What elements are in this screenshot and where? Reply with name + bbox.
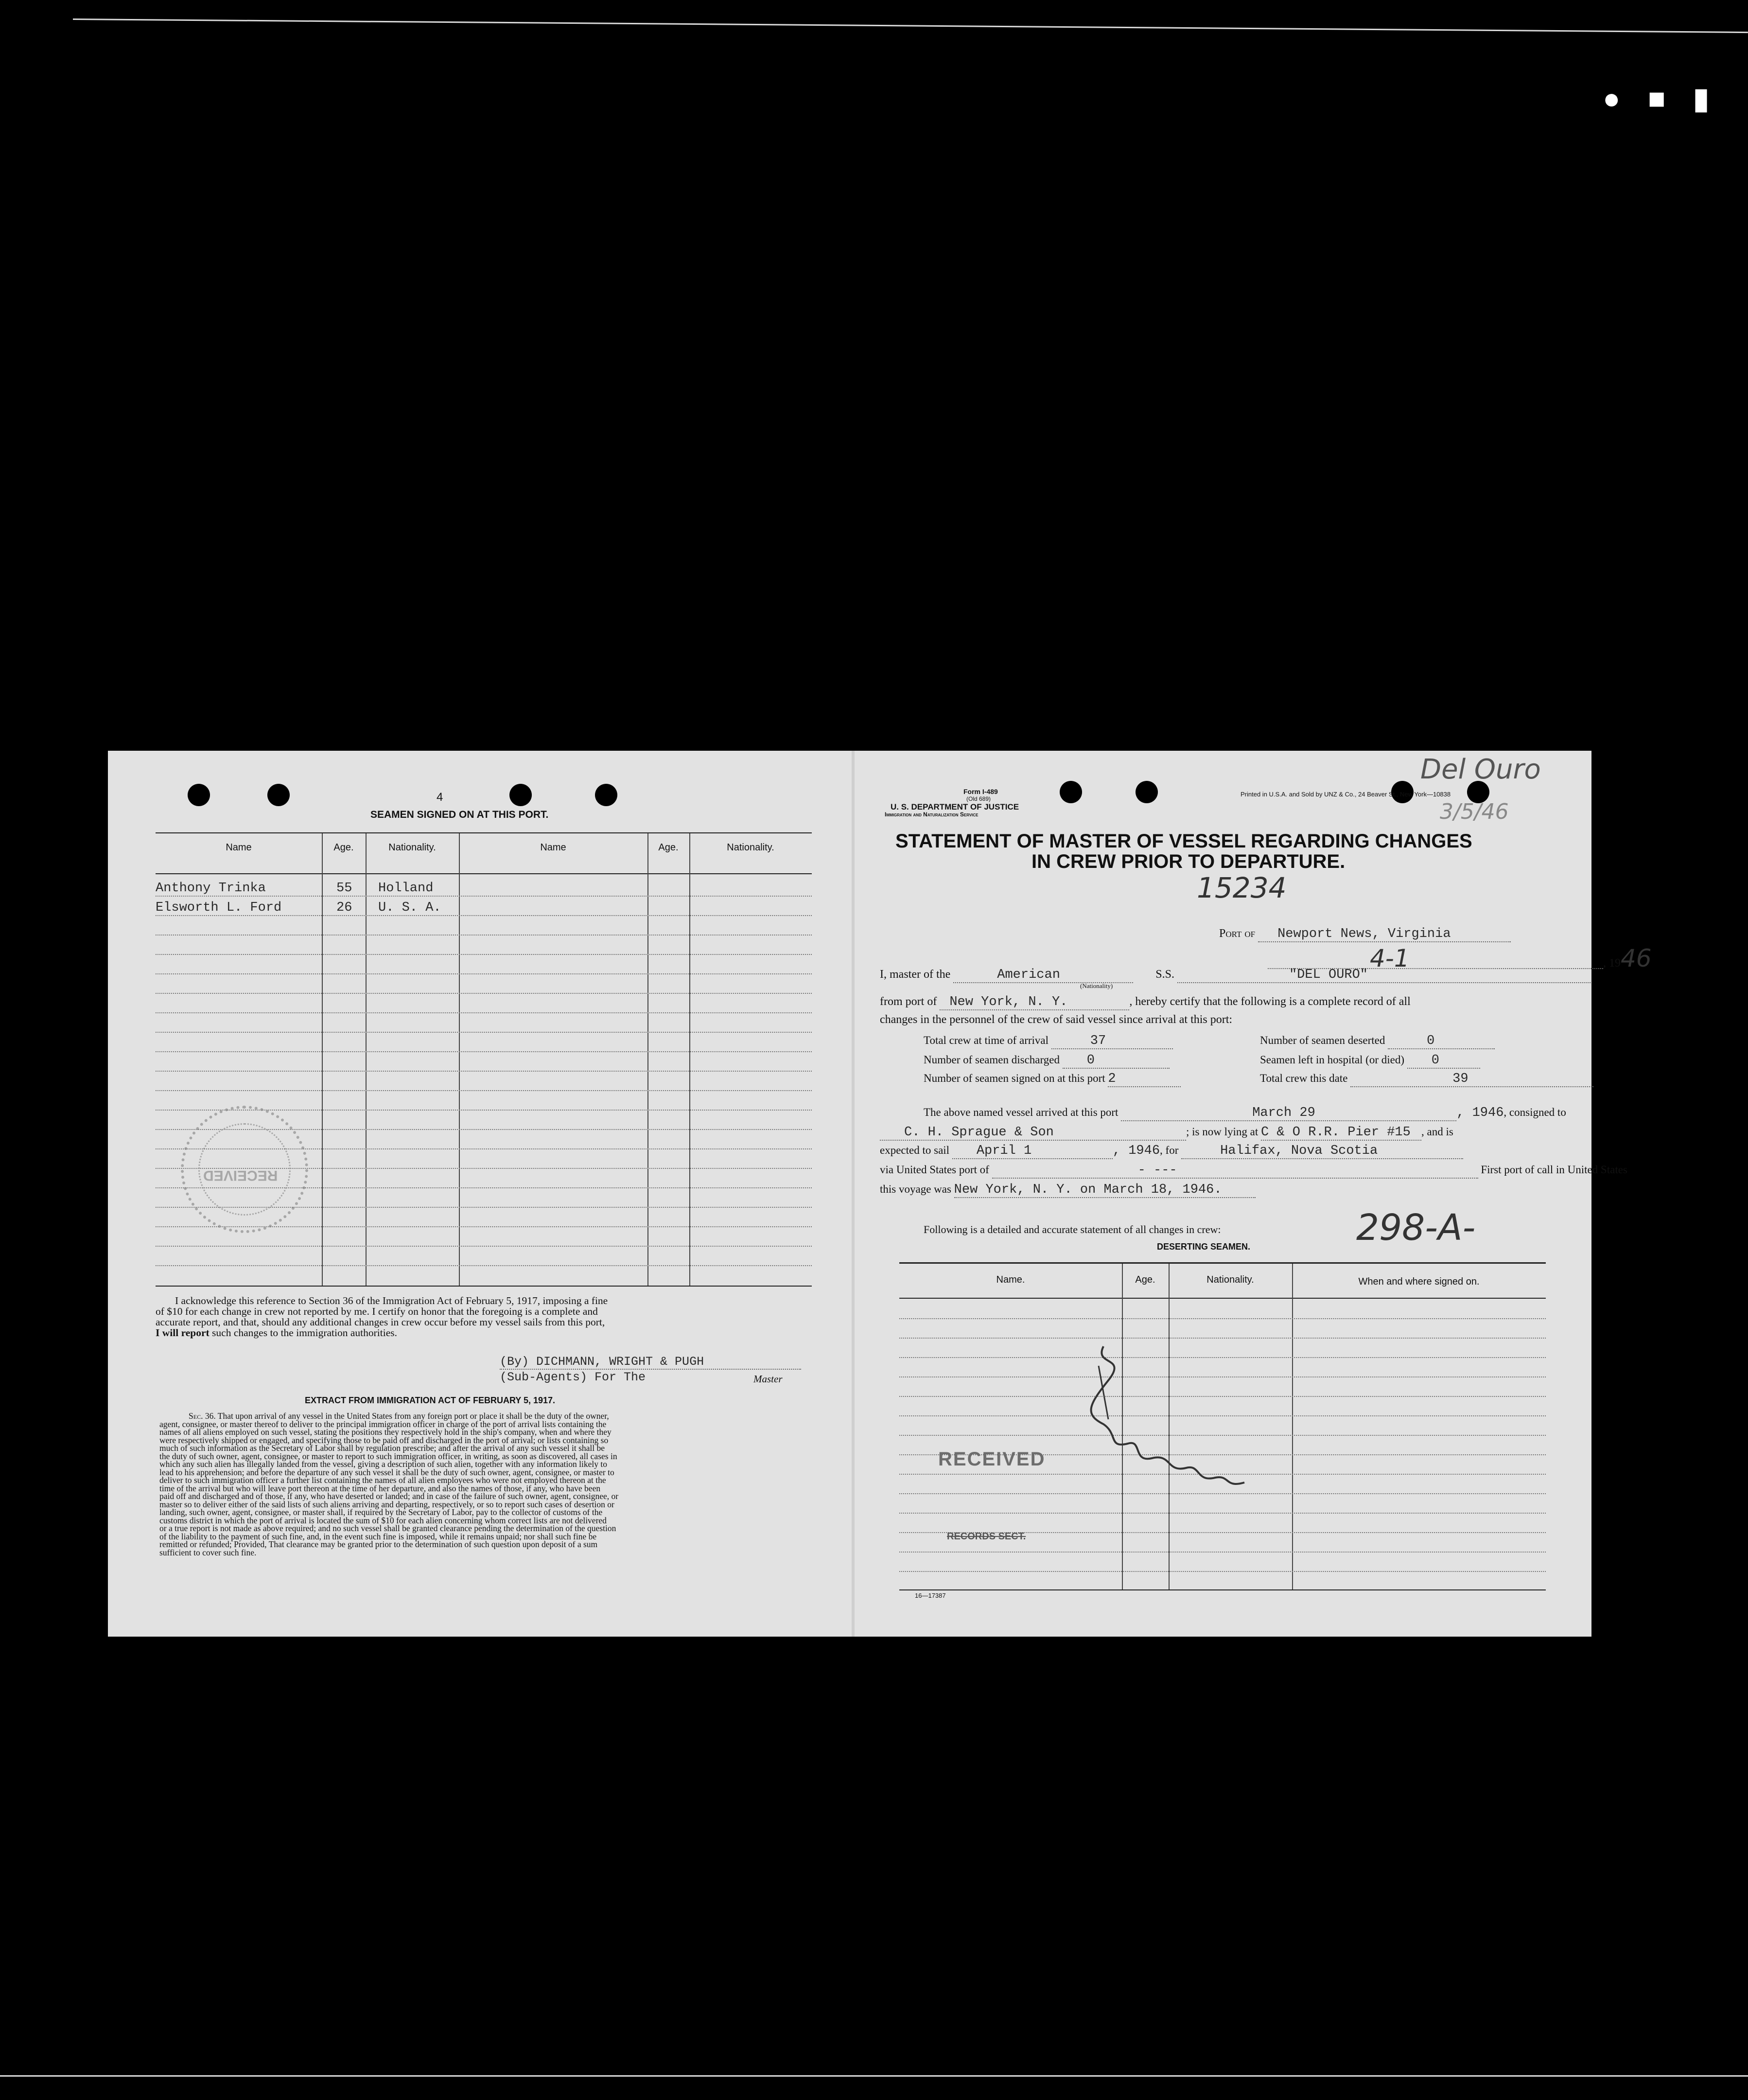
- form-title-line-2: IN CREW PRIOR TO DEPARTURE.: [1031, 851, 1346, 872]
- date-line: 4-1 , 1946: [1268, 944, 1652, 972]
- table-row-2-age: 26: [336, 900, 352, 915]
- col-header-name: Name.: [996, 1274, 1025, 1285]
- arrived-line: The above named vessel arrived at this port March 29 , 1946, consigned to: [924, 1106, 1566, 1120]
- col-header-age-2: Age.: [658, 842, 679, 853]
- scan-edge-bottom: [0, 2075, 1748, 2077]
- handwritten-vessel-name: Del Ouro: [1420, 754, 1541, 785]
- stat-total-crew-date: Total crew this date 39: [1260, 1072, 1593, 1087]
- form-old: (Old 689): [966, 795, 991, 802]
- handwritten-number: 15234: [1197, 871, 1287, 904]
- col-header-nationality: Nationality.: [388, 842, 436, 853]
- form-title-line-1: STATEMENT OF MASTER OF VESSEL REGARDING CHANGES: [895, 830, 1472, 852]
- via-port-line: via United States port of - --- First port of call in United States: [880, 1163, 1627, 1178]
- table-row-1-nationality: Holland: [378, 881, 434, 896]
- table-row-1-age: 55: [336, 881, 352, 896]
- stat-discharged: Number of seamen discharged 0: [924, 1053, 1170, 1069]
- col-header-name: Name: [226, 842, 252, 853]
- signature-master-label: Master: [753, 1373, 783, 1385]
- master-line: I, master of the American S.S. "DEL OURO": [880, 968, 1591, 983]
- table-row-1-name: Anthony Trinka: [156, 881, 266, 896]
- punch-hole: [1136, 781, 1158, 803]
- received-stamp: [181, 1106, 308, 1233]
- section-36-text: Sec. 36. That upon arrival of any vessel in the United States from any foreign port or place it shall be the duty of the owner, agent, consignee, or master thereof to deliver to the principal immigration officer in charge of the port of arrival lists containing the names of all aliens employed on such vessel, stating the positions they respectively hold in the ship's company, when and where they were respectively shipped or engaged, and specifying those to be paid off and discharged in the port of arrival; or lists containing so much of such information as the Secretary of Labor shall by regulation prescribe; and after the arrival of any such vessel it shall be the duty of such owner, agent, consignee, or master to report to such immigration officer, in writing, as soon as discovered, all cases in which any such alien has illegally landed from the vessel, giving a description of such alien, together with any information likely to lead to his apprehension; and before the departure of any such vessel it shall be the duty of such owner, agent, consignee, or master to deliver to such immigration officer a further list containing the names of all alien employees who were not employed thereon at the time of the arrival but who will leave port thereon at the time of her departure, and also the names of those, if any, who have been paid off and discharged and of those, if any, who have deserted or landed; and in case of the failure of such owner, agent, consignee, or master so to deliver either of the said lists of such aliens arriving and departing, respectively, or so to report such cases of desertion or landing, such owner, agent, consignee, or master shall, if required by the Secretary of Labor, pay to the collector of customs of the customs district in which the port of arrival is located the sum of $10 for each alien concerning whom correct lists are not delivered or a true report is not made as above required; and no such vessel shall be granted clearance pending the determination of the question of the liability to the payment of such fine, and, in the event such fine is imposed, while it remains unpaid; nor shall such fine be remitted or refunded; Provided, That clearance may be granted prior to the determination of such question upon deposit of a sum sufficient to cover such fine.: [159, 1411, 619, 1557]
- department: U. S. DEPARTMENT OF JUSTICE: [891, 802, 1019, 812]
- form-code: 16—17387: [915, 1592, 946, 1599]
- punch-hole: [1060, 781, 1082, 803]
- signature-sub-agents: (Sub-Agents) For The: [500, 1370, 646, 1384]
- changes-line: changes in the personnel of the crew of said vessel since arrival at this port:: [880, 1013, 1233, 1026]
- expected-sail-line: expected to sail April 1 , 1946, for Halifax, Nova Scotia: [880, 1144, 1463, 1159]
- received-stamp-right: RECEIVED: [938, 1448, 1046, 1470]
- handwritten-code: 298-A-: [1356, 1207, 1476, 1249]
- col-header-age: Age.: [1135, 1274, 1155, 1285]
- service: Immigration and Naturalization Service: [885, 811, 979, 818]
- consignee-line: C. H. Sprague & Son ; is now lying at C & O R.R. Pier #15 , and is: [880, 1125, 1453, 1141]
- deserting-header: DESERTING SEAMEN.: [1157, 1242, 1251, 1252]
- col-header-signed-on: When and where signed on.: [1358, 1276, 1480, 1287]
- punch-hole: [509, 784, 532, 806]
- form-number: Form I-489: [963, 788, 998, 795]
- from-port-line: from port of New York, N. Y. , hereby certify that the following is a complete record of all: [880, 995, 1411, 1009]
- received-stamp-text: RECEIVED: [203, 1167, 278, 1183]
- page-fold: [852, 751, 855, 1637]
- stat-total-crew-arrival: Total crew at time of arrival 37: [924, 1034, 1173, 1049]
- deserting-table: [899, 1262, 1546, 1590]
- port-line: Port of Newport News, Virginia: [1219, 927, 1511, 942]
- form-sheet: [108, 751, 1652, 1637]
- col-header-name-2: Name: [540, 842, 566, 853]
- acknowledgement-text: I acknowledge this reference to Section 36 of the Immigration Act of February 5, 1917, imposing a fine of $10 for each change in crew not reported by me. I certify on honor that the foregoing is a complete and accurate report, and that, should any additional changes in crew occur before my vessel sails from this port, I will report such changes to the immigration authorities.: [156, 1295, 608, 1339]
- scan-edge-top: [73, 18, 1748, 33]
- stat-signed-on: Number of seamen signed on at this port 2: [924, 1072, 1181, 1087]
- printer-line: Printed in U.S.A. and Sold by UNZ & Co., 24 Beaver St., New York—10838: [1241, 791, 1451, 798]
- handwritten-scrawl: [1074, 1337, 1298, 1541]
- following-line: Following is a detailed and accurate statement of all changes in crew:: [924, 1223, 1221, 1235]
- punch-hole: [188, 784, 210, 806]
- stat-hospital: Seamen left in hospital (or died) 0: [1260, 1053, 1480, 1069]
- col-header-nationality: Nationality.: [1206, 1274, 1254, 1285]
- punch-hole: [267, 784, 290, 806]
- signature-by: (By) DICHMANN, WRIGHT & PUGH: [500, 1355, 801, 1370]
- punch-hole: [595, 784, 617, 806]
- col-header-age: Age.: [333, 842, 354, 853]
- handwritten-date: 3/5/46: [1440, 799, 1509, 824]
- stat-deserted: Number of seamen deserted 0: [1260, 1034, 1495, 1049]
- scan-marks: ● ■ ▮: [1603, 82, 1719, 115]
- table-row-2-nationality: U. S. A.: [378, 900, 441, 915]
- page-number: 4: [437, 791, 443, 804]
- nationality-label: (Nationality): [1080, 982, 1113, 989]
- voyage-line: this voyage was New York, N. Y. on March 18, 1946.: [880, 1182, 1256, 1198]
- signed-on-header: SEAMEN SIGNED ON AT THIS PORT.: [370, 809, 549, 820]
- records-stamp: RECORDS SECT.: [947, 1531, 1026, 1542]
- extract-title: EXTRACT FROM IMMIGRATION ACT OF FEBRUARY 5, 1917.: [305, 1395, 556, 1405]
- col-header-nationality-2: Nationality.: [727, 842, 774, 853]
- table-row-2-name: Elsworth L. Ford: [156, 900, 282, 915]
